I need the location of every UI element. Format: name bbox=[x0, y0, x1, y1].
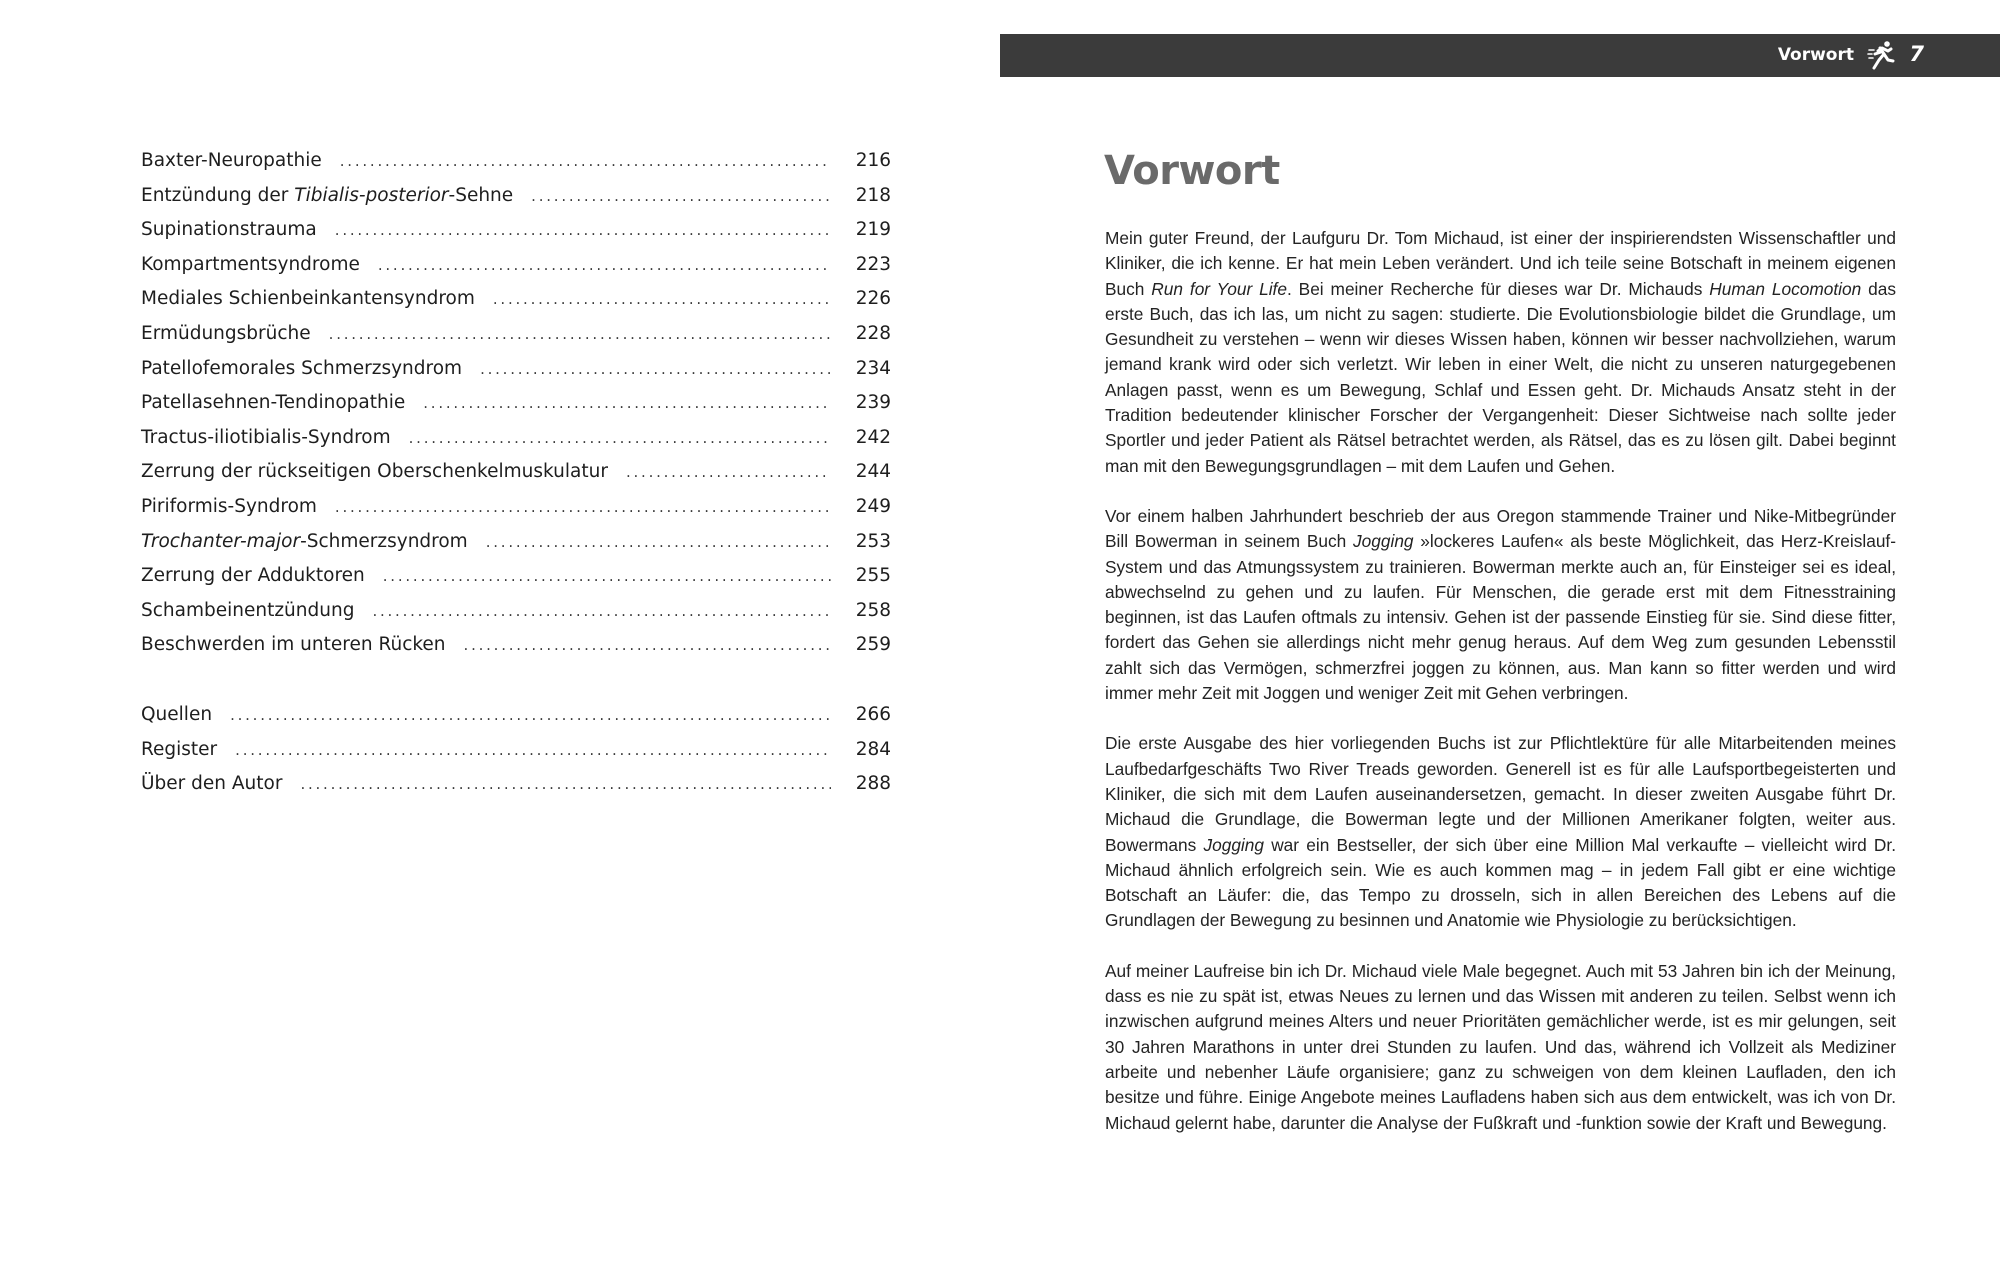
toc-page-number: 266 bbox=[855, 703, 891, 725]
toc-entry-title: Zerrung der Adduktoren bbox=[141, 565, 365, 587]
runner-icon bbox=[1866, 39, 1898, 71]
toc-page-number: 239 bbox=[855, 392, 891, 414]
toc-page-number: 258 bbox=[855, 599, 891, 621]
toc-entry-title: Beschwerden im unteren Rücken bbox=[141, 634, 446, 656]
toc-page-number: 255 bbox=[855, 565, 891, 587]
header-page-number: 7 bbox=[1909, 42, 1924, 66]
toc-dot-leader bbox=[235, 741, 831, 759]
toc-entry[interactable] bbox=[141, 150, 891, 185]
paragraph: Auf meiner Laufreise bin ich Dr. Michaud viele Male begegnet. Auch mit 53 Jahren bin ich der Meinung, dass es nie zu spät ist, etwas Neues zu lernen und das Wissen mit anderen zu teilen. Selbst wenn ich inzwischen aufgrund meines Alters und neuer Prioritäten gemächlicher werde, ist es mir gelungen, seit 30 Jahren Marathons in unter drei Stunden zu laufen. Und das, während ich Vollzeit als Mediziner arbeite und nebenher Läufe organisiere; ganz zu schweigen von dem kleinen Laufladen, den ich besitze und führe. Einige Angebote meines Laufladens haben sich aus dem entwickelt, was ich von Dr. Michaud gelernt habe, darunter die Analyse der Fußkraft und -funktion sowie der Kraft und Bewegung. bbox=[1105, 960, 1896, 1133]
toc-dot-leader bbox=[335, 221, 831, 239]
toc-dot-leader bbox=[409, 429, 831, 447]
toc-entry[interactable] bbox=[141, 392, 891, 427]
toc-entry-quellen[interactable] bbox=[141, 704, 891, 739]
toc-entry-register[interactable] bbox=[141, 739, 891, 774]
toc-entry-title: Register bbox=[141, 738, 218, 760]
toc-dot-leader bbox=[531, 187, 831, 205]
toc-entry-title: Supinationstrauma bbox=[141, 219, 317, 241]
toc-page-number: 234 bbox=[855, 357, 891, 379]
toc-entry-title: Patellasehnen-Tendinopathie bbox=[141, 392, 406, 414]
toc-dot-leader bbox=[372, 602, 831, 620]
toc-page-number: 288 bbox=[855, 773, 891, 795]
paragraph: Vor einem halben Jahrhundert beschrieb der aus Oregon stammende Trainer und Nike-Mitbegründer Bill Bowerman in seinem Buch Jogging »lockeres Laufen« als beste Möglichkeit, das Herz-Kreislauf-System und das Atmungssystem zu trainieren. Bowerman merkte auch an, für Einsteiger sei es ideal, abwechselnd zu gehen und zu laufen. Für Menschen, die gerade erst mit dem Fitnesstraining beginnen, ist das Laufen oftmals zu intensiv. Gehen ist der passende Einstieg für sie. Sind diese fitter, fordert das Gehen sie allerdings nicht mehr genug heraus. Auf dem Weg zum gesunden Lebensstil zahlt sich das Vermögen, schmerzfrei joggen zu können, aus. Man kann so fitter werden und wird immer mehr Zeit mit Joggen und weniger Zeit mit Gehen verbringen. bbox=[1105, 505, 1896, 704]
toc-entry[interactable] bbox=[141, 254, 891, 289]
toc-entry[interactable] bbox=[141, 496, 891, 531]
toc-entry-title: Über den Autor bbox=[141, 773, 283, 795]
toc-entry[interactable] bbox=[141, 461, 891, 496]
toc-entry-title: Tractus-iliotibialis-Syndrom bbox=[141, 426, 391, 448]
toc-dot-leader bbox=[300, 775, 831, 793]
toc-entry[interactable] bbox=[141, 427, 891, 462]
toc-entry[interactable] bbox=[141, 358, 891, 393]
toc-entry[interactable] bbox=[141, 634, 891, 669]
toc-dot-leader bbox=[329, 325, 831, 343]
table-of-contents bbox=[141, 150, 891, 808]
toc-entry-title: Piriformis-Syndrom bbox=[141, 495, 317, 517]
toc-entry-title: Patellofemorales Schmerzsyndrom bbox=[141, 357, 463, 379]
toc-page-number: 259 bbox=[855, 634, 891, 656]
chapter-title: Vorwort bbox=[1104, 148, 1280, 194]
toc-dot-leader bbox=[493, 290, 831, 308]
toc-dot-leader bbox=[383, 567, 831, 585]
toc-dot-leader bbox=[335, 498, 831, 516]
toc-entry-title: Trochanter-major-Schmerzsyndrom bbox=[141, 530, 468, 552]
toc-page-number: 219 bbox=[855, 219, 891, 241]
toc-page-number: 242 bbox=[855, 426, 891, 448]
toc-page-number: 244 bbox=[855, 461, 891, 483]
toc-entry-title: Schambeinentzündung bbox=[141, 599, 355, 621]
paragraph: Die erste Ausgabe des hier vorliegenden Buchs ist zur Pflichtlektüre für alle Mitarbeitenden meines Laufbedarfgeschäfts Two River Treads geworden. Generell ist es für alle Laufsportbegeisterten und Kliniker, die sich mit dem Laufen auseinandersetzen, gemacht. In dieser zweiten Ausgabe führt Dr. Michaud die Grundlage, die Bowerman legte und der Millionen Amerikaner folgten, weiter aus. Bowermans Jogging war ein Bestseller, der sich über eine Million Mal verkaufte – vielleicht wird Dr. Michaud ähnlich erfolgreich sein. Wie es auch kommen mag – in jedem Fall gibt er eine wichtige Botschaft an Läufer: die, das Tempo zu drosseln, sich in allen Bereichen des Lebens auf die Grundlagen der Bewegung zu besinnen und Anatomie wie Physiologie zu berücksichtigen. bbox=[1105, 733, 1896, 931]
toc-entry[interactable] bbox=[141, 219, 891, 254]
toc-entry[interactable] bbox=[141, 565, 891, 600]
header-section-title: Vorwort bbox=[1777, 45, 1854, 65]
toc-entry-title: Zerrung der rückseitigen Oberschenkelmuskulatur bbox=[141, 461, 608, 483]
toc-entry-title: Ermüdungsbrüche bbox=[141, 322, 311, 344]
toc-dot-leader bbox=[378, 256, 831, 274]
toc-page-number: 253 bbox=[855, 530, 891, 552]
toc-page-number: 223 bbox=[855, 253, 891, 275]
toc-entry-title: Quellen bbox=[141, 703, 213, 725]
toc-entry[interactable] bbox=[141, 288, 891, 323]
toc-entry-title: Entzündung der Tibialis-posterior-Sehne bbox=[141, 184, 514, 206]
toc-entry-about-author[interactable] bbox=[141, 773, 891, 808]
chapter-body bbox=[1105, 226, 1896, 1161]
toc-dot-leader bbox=[480, 360, 831, 378]
paragraph: Mein guter Freund, der Laufguru Dr. Tom Michaud, ist einer der inspirierendsten Wissenschaftler und Kliniker, die ich kenne. Er hat mein Leben verändert. Und ich teile seine Botschaft in meinem eigenen Buch Run for Your Life. Bei meiner Recherche für dieses war Dr. Michauds Human Locomotion das erste Buch, das ich las, um nicht zu sagen: studierte. Die Evolutionsbiologie bildet die Grundlage, um Gesundheit zu verstehen – wenn wir dieses Wissen haben, können wir besser nachvollziehen, warum jemand krank wird oder sich verletzt. Wir leben in einer Welt, die nicht zu unseren naturgegebenen Anlagen passt, wenn es um Bewegung, Schlaf und Essen geht. Dr. Michauds Ansatz steht in der Tradition bedeutender klinischer Forscher der Vergangenheit: Dieser Sichtweise nach sollte jeder Sportler und jeder Patient als Rätsel betrachtet werden, als Rätsel, das es zu lösen gilt. Dabei beginnt man mit den Bewegungsgrundlagen – mit dem Laufen und Gehen. bbox=[1105, 228, 1896, 476]
toc-entry-title: Baxter-Neuropathie bbox=[141, 150, 322, 171]
toc-dot-leader bbox=[464, 636, 831, 654]
toc-page-number: 218 bbox=[855, 184, 891, 206]
toc-entry[interactable] bbox=[141, 531, 891, 566]
toc-page-number: 226 bbox=[855, 288, 891, 310]
toc-page-number: 216 bbox=[855, 150, 891, 171]
toc-entry-title: Mediales Schienbeinkantensyndrom bbox=[141, 288, 475, 310]
toc-dot-leader bbox=[340, 152, 831, 170]
toc-dot-leader bbox=[486, 533, 831, 551]
toc-dot-leader bbox=[423, 394, 831, 412]
toc-page-number: 249 bbox=[855, 495, 891, 517]
toc-dot-leader bbox=[626, 463, 831, 481]
toc-entry-title: Kompartmentsyndrome bbox=[141, 253, 360, 275]
toc-entry[interactable] bbox=[141, 185, 891, 220]
toc-entry[interactable] bbox=[141, 323, 891, 358]
running-header bbox=[1000, 34, 2000, 77]
toc-page-number: 228 bbox=[855, 322, 891, 344]
toc-entry[interactable] bbox=[141, 600, 891, 635]
toc-dot-leader bbox=[230, 706, 831, 724]
toc-page-number: 284 bbox=[855, 738, 891, 760]
